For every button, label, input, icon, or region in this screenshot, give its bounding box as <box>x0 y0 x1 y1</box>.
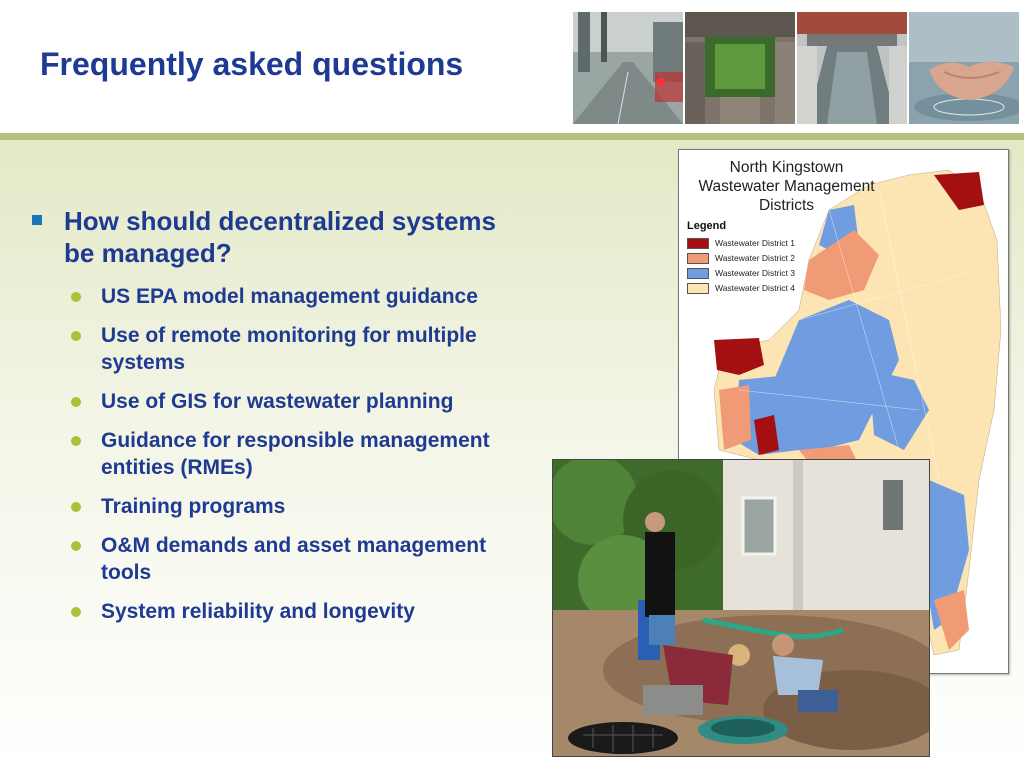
sub-bullet <box>30 598 530 625</box>
legend-item <box>687 283 795 295</box>
legend-label: Wastewater District 1 <box>715 238 795 248</box>
header-divider <box>0 133 1024 140</box>
hands-water-photo <box>909 12 1019 124</box>
map-title-line: Wastewater Management <box>698 178 875 195</box>
legend-item <box>687 253 795 265</box>
legend-title: Legend <box>687 220 727 232</box>
treatment-channel-photo <box>797 12 907 124</box>
round-bullet-icon <box>71 436 81 446</box>
legend-label: Wastewater District 2 <box>715 253 795 263</box>
legend-label: Wastewater District 4 <box>715 283 795 293</box>
sub-bullet-text: US EPA model management guidance <box>101 285 478 308</box>
legend-swatch <box>687 253 709 264</box>
sub-bullet <box>30 283 530 310</box>
round-bullet-icon <box>71 397 81 407</box>
sub-bullet <box>30 532 530 586</box>
map-title-line: North Kingstown <box>729 159 844 176</box>
sub-bullet <box>30 388 530 415</box>
map-title <box>679 158 894 215</box>
green-roof-photo <box>685 12 795 124</box>
sub-bullet-list <box>30 283 530 625</box>
field-work-photo <box>552 459 930 757</box>
round-bullet-icon <box>71 331 81 341</box>
round-bullet-icon <box>71 541 81 551</box>
round-bullet-icon <box>71 502 81 512</box>
sub-bullet-text: O&M demands and asset management tools <box>101 534 487 584</box>
legend-swatch <box>687 283 709 294</box>
field-work-photo-graphic <box>553 460 929 756</box>
rainy-street-photo <box>573 12 683 124</box>
sub-bullet <box>30 493 530 520</box>
header-band <box>0 0 1024 133</box>
sub-bullet-text: Use of GIS for wastewater planning <box>101 390 454 413</box>
round-bullet-icon <box>71 292 81 302</box>
sub-bullet-text: Guidance for responsible management entities (RMEs) <box>101 429 490 479</box>
legend-swatch <box>687 268 709 279</box>
bullet-list <box>30 205 530 637</box>
round-bullet-icon <box>71 607 81 617</box>
main-bullet <box>30 205 530 269</box>
legend-item <box>687 238 795 250</box>
sub-bullet <box>30 322 530 376</box>
square-bullet-icon <box>32 215 42 225</box>
slide-title: Frequently asked questions <box>40 46 464 82</box>
map-title-line: Districts <box>758 197 815 214</box>
legend-label: Wastewater District 3 <box>715 268 795 278</box>
sub-bullet <box>30 427 530 481</box>
sub-bullet-text: System reliability and longevity <box>101 600 415 623</box>
main-bullet-text: How should decentralized systems be managed? <box>64 206 497 268</box>
legend-item <box>687 268 795 280</box>
sub-bullet-text: Training programs <box>101 495 286 518</box>
legend-swatch <box>687 238 709 249</box>
sub-bullet-text: Use of remote monitoring for multiple systems <box>101 324 477 374</box>
